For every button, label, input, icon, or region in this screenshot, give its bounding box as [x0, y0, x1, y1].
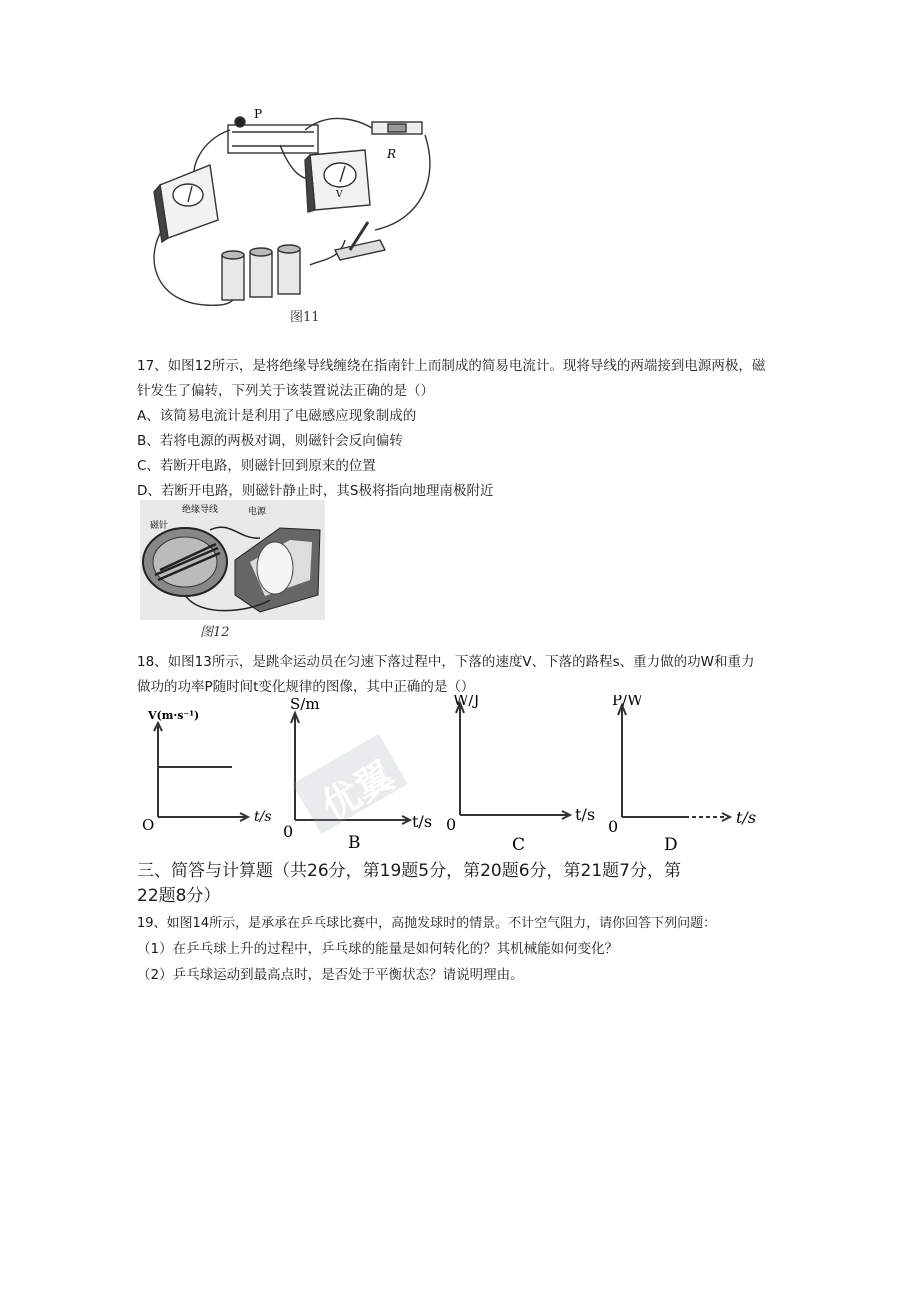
graph-b-xlabel: t/s — [412, 812, 433, 831]
label-source: 电源 — [248, 507, 267, 517]
circuit-illustration — [140, 100, 440, 330]
graph-a-ylabel: V(m·s⁻¹) — [148, 709, 200, 722]
q19-stem: 19、如图14所示，是承承在乒乓球比赛中，高抛发球时的情景。不计空气阻力，请你回答下列问题： — [137, 916, 717, 931]
graph-d-letter: D — [664, 835, 678, 855]
figure-11-caption: 图11 — [290, 310, 320, 325]
q18-stem-line2: 做功的功率P随时间t变化规律的图像，其中正确的是（） — [137, 679, 475, 695]
figure-12 — [140, 500, 325, 640]
graphs-figure-13 — [140, 695, 780, 855]
graph-b-letter: B — [348, 833, 361, 853]
q19-sub1: （1）在乒乓球上升的过程中，乒乓球的能量是如何转化的？其机械能如何变化？ — [137, 941, 619, 957]
q18-stem-line1: 18、如图13所示，是跳伞运动员在匀速下落过程中，下落的速度V、下落的路程s、重力做的功W和重力 — [137, 654, 755, 670]
label-v: V — [336, 190, 343, 200]
graph-a-origin: O — [142, 816, 155, 834]
graph-d-ylabel: P/W — [612, 695, 643, 709]
q19-sub2: （2）乒乓球运动到最高点时，是否处于平衡状态？请说明理由。 — [137, 967, 524, 983]
graph-d-xlabel: t/s — [736, 808, 757, 827]
section3-heading-line1: 三、简答与计算题（共26分，第19题5分，第20题6分，第21题7分，第 — [137, 861, 681, 881]
q17-stem-line2: 针发生了偏转，下列关于该装置说法正确的是（） — [137, 383, 434, 399]
label-p: P — [254, 107, 263, 121]
q17-option-a: A、该简易电流计是利用了电磁感应现象制成的 — [137, 408, 417, 424]
graph-c-origin: 0 — [446, 815, 457, 834]
graph-c-ylabel: W/J — [453, 695, 480, 709]
figure-12-caption: 图12 — [200, 625, 230, 640]
graphs-svg — [140, 695, 780, 855]
label-r: R — [387, 147, 397, 161]
q17-option-b: B、若将电源的两极对调，则磁针会反向偏转 — [137, 433, 403, 449]
graph-b-origin: 0 — [283, 822, 294, 841]
compass-galvanometer-illustration — [140, 500, 325, 620]
figure-11 — [140, 100, 440, 330]
watermark-text: 优翼 — [313, 752, 402, 830]
graph-c-letter: C — [512, 835, 526, 855]
section3-heading-line2: 22题8分） — [137, 886, 221, 906]
q17-stem-line1: 17、如图12所示，是将绝缘导线缠绕在指南针上而制成的简易电流计。现将导线的两端接到电源两极，磁 — [137, 358, 766, 374]
label-wire: 绝缘导线 — [182, 505, 219, 515]
graph-d-origin: 0 — [608, 817, 619, 836]
graph-a-xlabel: t/s — [254, 809, 272, 825]
q17-option-d: D、若断开电路，则磁针静止时，其S极将指向地理南极附近 — [137, 483, 494, 499]
graph-b-ylabel: S/m — [290, 695, 320, 713]
q17-option-c: C、若断开电路，则磁针回到原来的位置 — [137, 458, 376, 474]
label-needle: 磁针 — [150, 521, 169, 531]
graph-c-xlabel: t/s — [575, 805, 596, 824]
